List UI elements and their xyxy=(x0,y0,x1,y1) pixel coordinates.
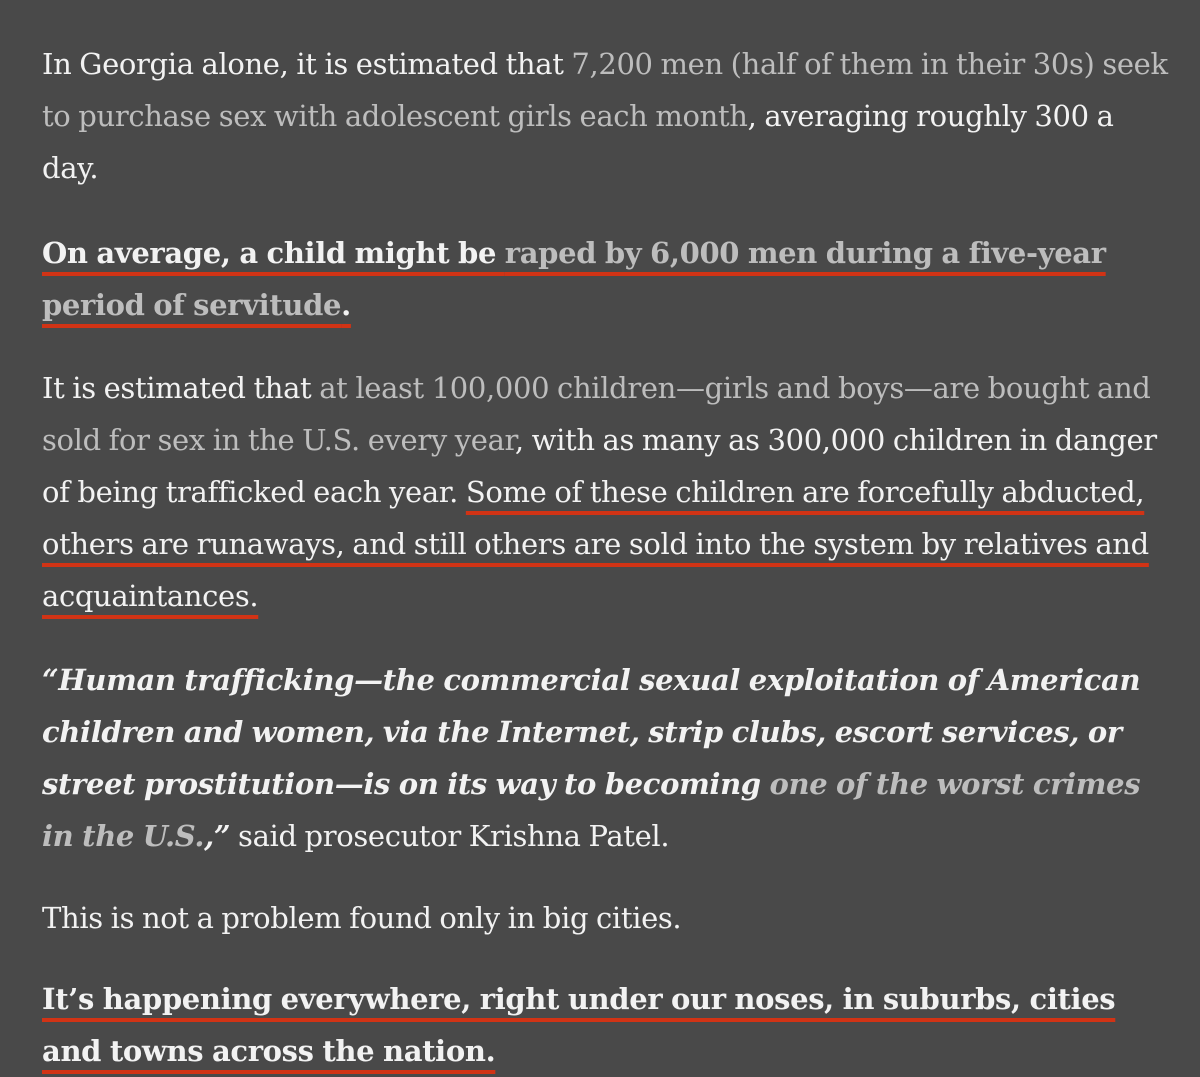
paragraph-quote xyxy=(42,654,1170,862)
us-children-link[interactable]: at least 100,000 children—girls and boys—are bought and sold for sex in the U.S. every year xyxy=(42,371,1151,457)
paragraph-text: , averaging roughly 300 a day. xyxy=(42,99,1114,185)
servitude-link[interactable]: raped by 6,000 men during a five-year period of servitude xyxy=(42,236,1106,322)
paragraph-georgia-stats xyxy=(42,38,1170,194)
paragraph-average-child xyxy=(42,227,1170,331)
quote-text: “Human trafficking—the commercial sexual exploitation of American children and women, via the Internet, strip clubs, escort services, or street prostitution—is on its way to becoming xyxy=(42,663,1141,801)
worst-crimes-link[interactable]: one of the worst crimes in the U.S. xyxy=(42,767,1141,853)
paragraph-text: It is estimated that xyxy=(42,371,320,405)
paragraph-not-only-cities xyxy=(42,892,1170,944)
quote-text: ,” xyxy=(204,819,231,853)
paragraph-text: , with as many as 300,000 children in danger of being trafficked each year. xyxy=(42,423,1157,509)
bold-text: On average, a child might be xyxy=(42,236,505,270)
bold-text: It’s happening everywhere, right under our noses, in suburbs, cities and towns across the nation. xyxy=(42,982,1116,1068)
paragraph-text: In Georgia alone, it is estimated that xyxy=(42,47,572,81)
georgia-stats-link[interactable]: 7,200 men (half of them in their 30s) seek to purchase sex with adolescent girls each month xyxy=(42,47,1168,133)
paragraph-everywhere xyxy=(42,973,1170,1077)
attribution-text: said prosecutor Krishna Patel. xyxy=(230,819,670,853)
underlined-sentence: Some of these children are forcefully abducted, others are runaways, and still others are sold into the system by relatives and acquaintances. xyxy=(42,475,1149,613)
bold-text: . xyxy=(341,288,351,322)
paragraph-text: This is not a problem found only in big cities. xyxy=(42,901,682,935)
paragraph-us-estimate xyxy=(42,362,1170,622)
